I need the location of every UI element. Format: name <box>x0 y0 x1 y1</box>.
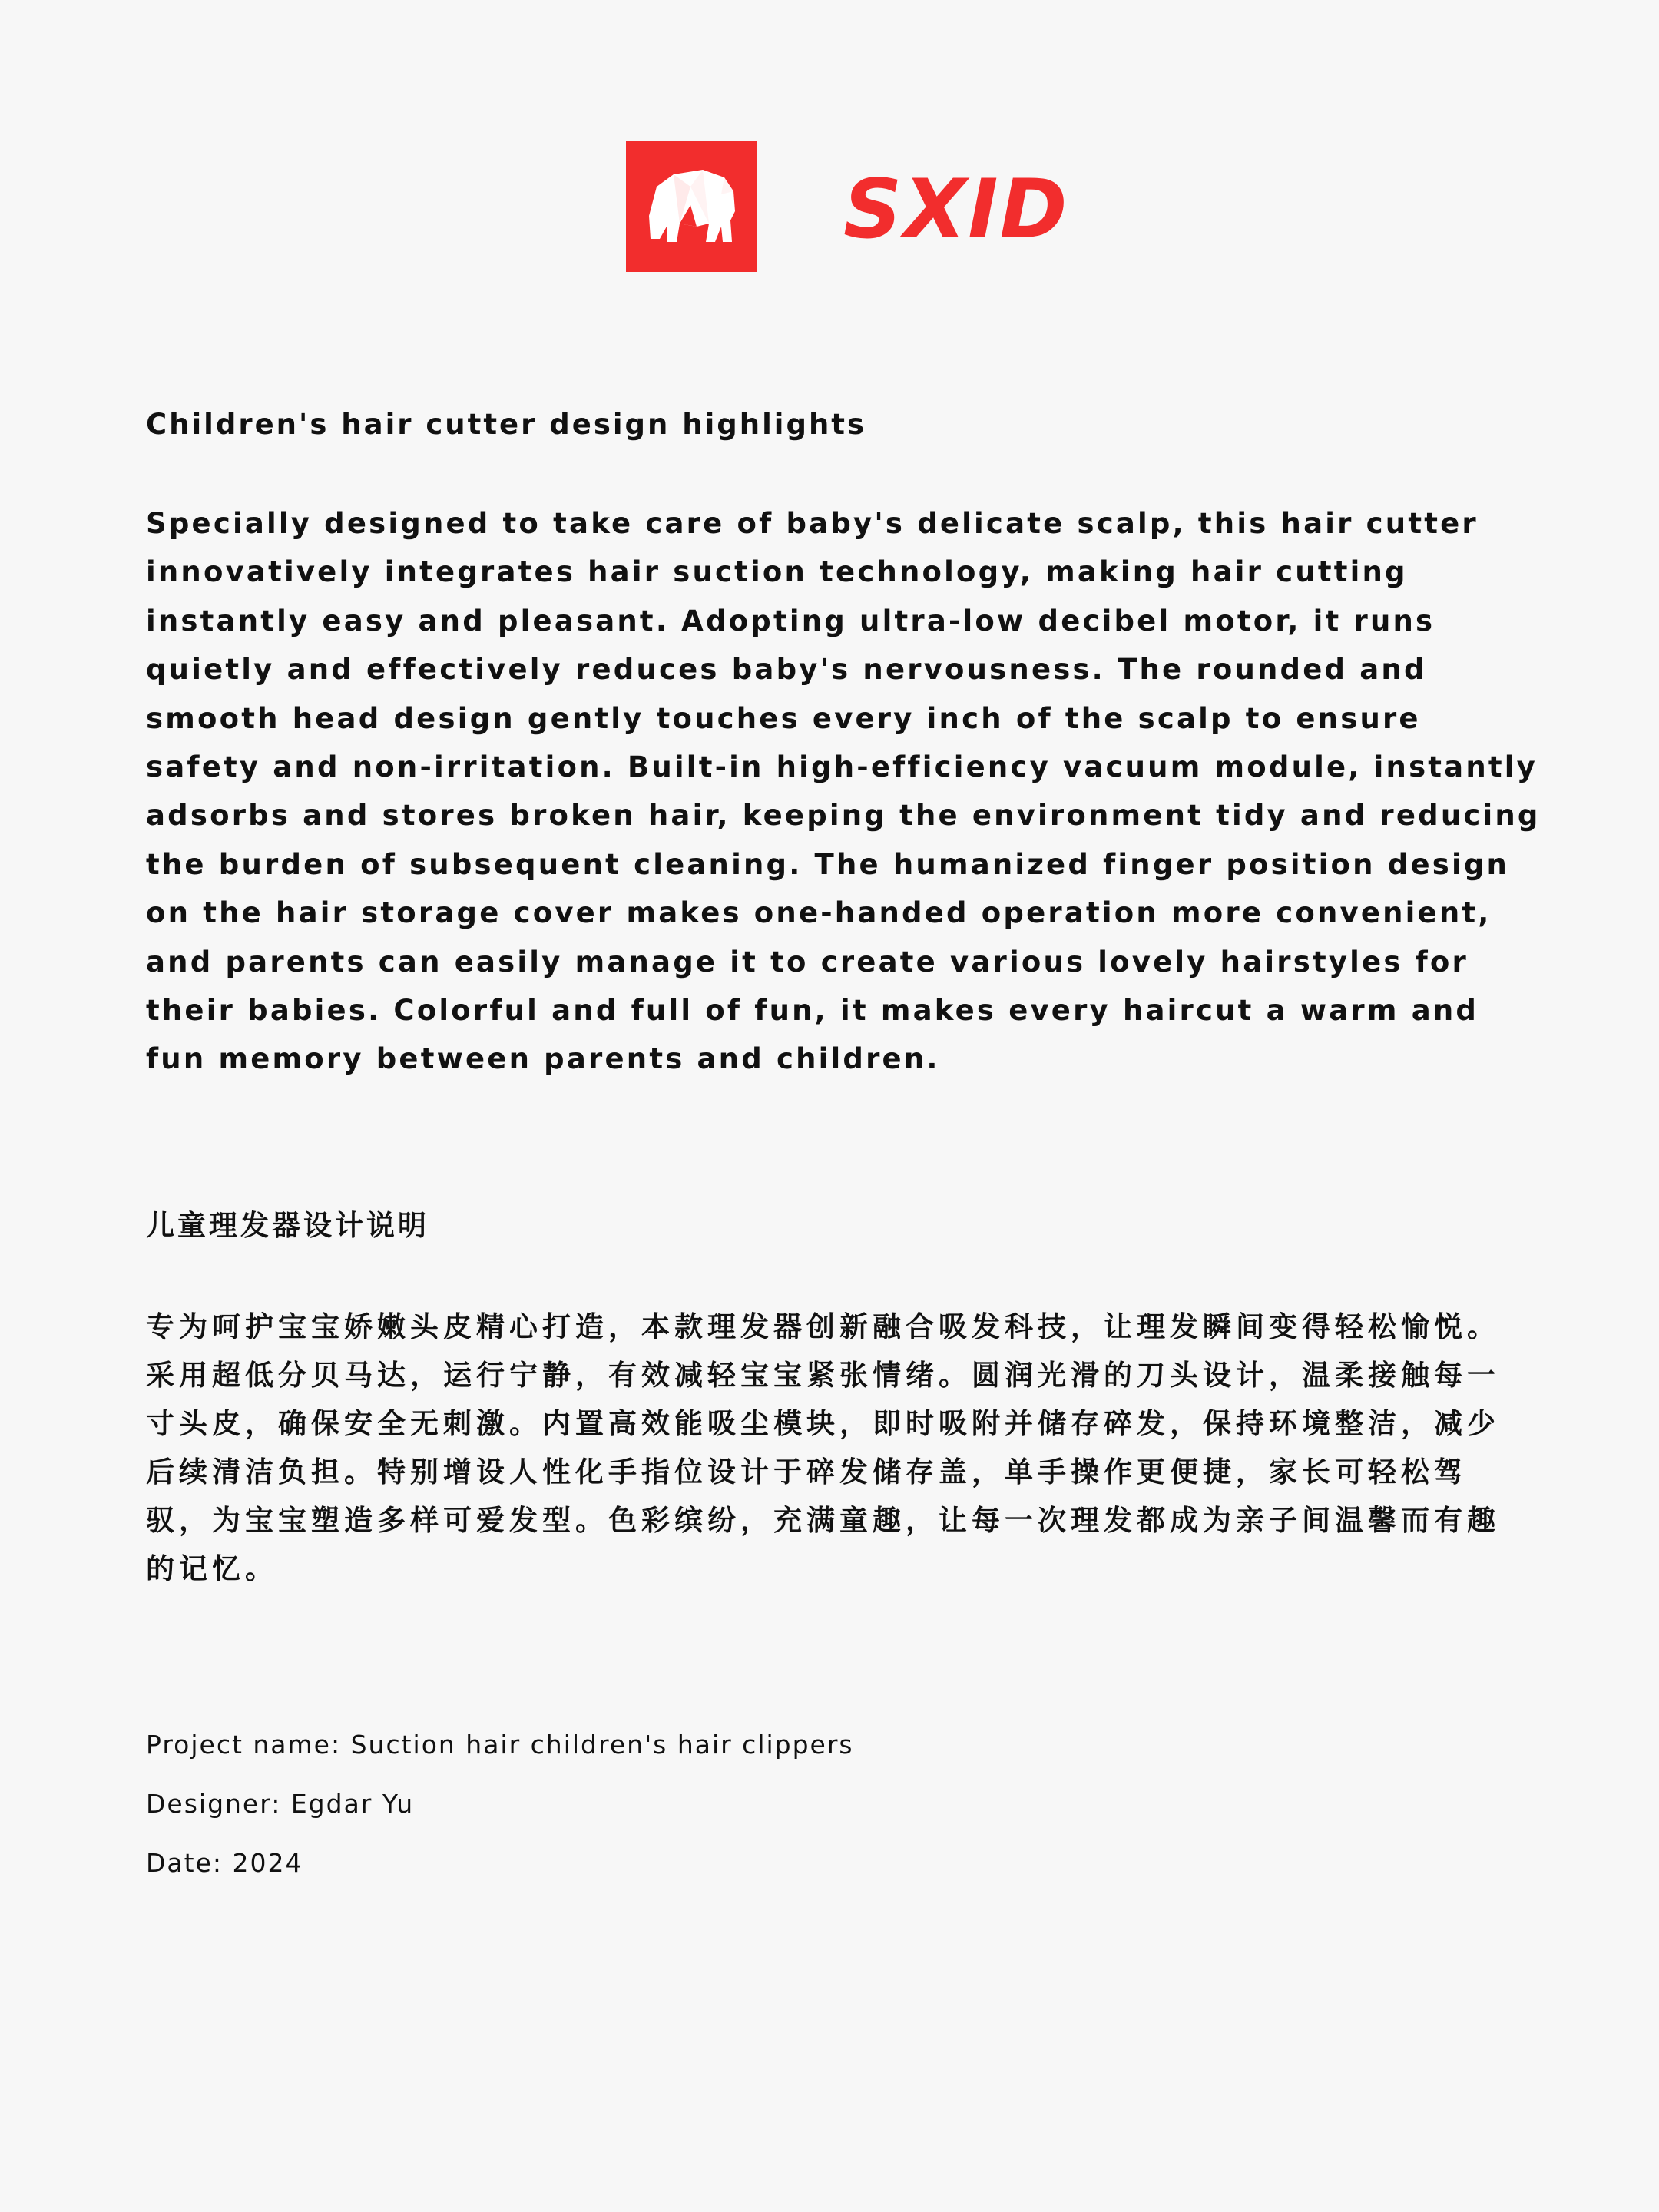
project-name: Project name: Suction hair children's hair clippers <box>146 1730 854 1760</box>
project-date: Date: 2024 <box>146 1848 303 1878</box>
english-description: Specially designed to take care of baby's delicate scalp, this hair cutter innovatively integrates hair suction technology, making hair cutting instantly easy and pleasant. Adopting ultra-low decibel motor, it runs quietly and effectively reduces baby's nervousness. The rounded and smooth head design gently touches every inch of the scalp to ensure safety and non-irritation. Built-in high-efficiency vacuum module, instantly adsorbs and stores broken hair, keeping the environment tidy and reducing the burden of subsequent cleaning. The humanized finger position design on the hair storage cover makes one-handed operation more convenient, and parents can easily manage it to create various lovely hairstyles for their babies. Colorful and full of fun, it makes every haircut a warm and fun memory between parents and children. <box>146 507 1541 1076</box>
chinese-title: 儿童理发器设计说明 <box>146 1209 429 1242</box>
designer-name: Designer: Egdar Yu <box>146 1789 415 1819</box>
elephant-icon <box>626 141 757 272</box>
brand-wordmark: SXID <box>843 162 1069 257</box>
english-title: Children's hair cutter design highlights <box>146 408 866 441</box>
chinese-description: 专为呵护宝宝娇嫩头皮精心打造，本款理发器创新融合吸发科技，让理发瞬间变得轻松愉悦。采用超低分贝马达，运行宁静，有效减轻宝宝紧张情绪。圆润光滑的刀头设计，温柔接触每一寸头皮，确保安全无刺激。内置高效能吸尘模块，即时吸附并储存碎发，保持环境整洁，减少后续清洁负担。特别增设人性化手指位设计于碎发储存盖，单手操作更便捷，家长可轻松驾驭，为宝宝塑造多样可爱发型。色彩缤纷，充满童趣，让每一次理发都成为亲子间温馨而有趣的记忆。 <box>146 1310 1500 1585</box>
brand-logo-mark <box>626 141 757 272</box>
